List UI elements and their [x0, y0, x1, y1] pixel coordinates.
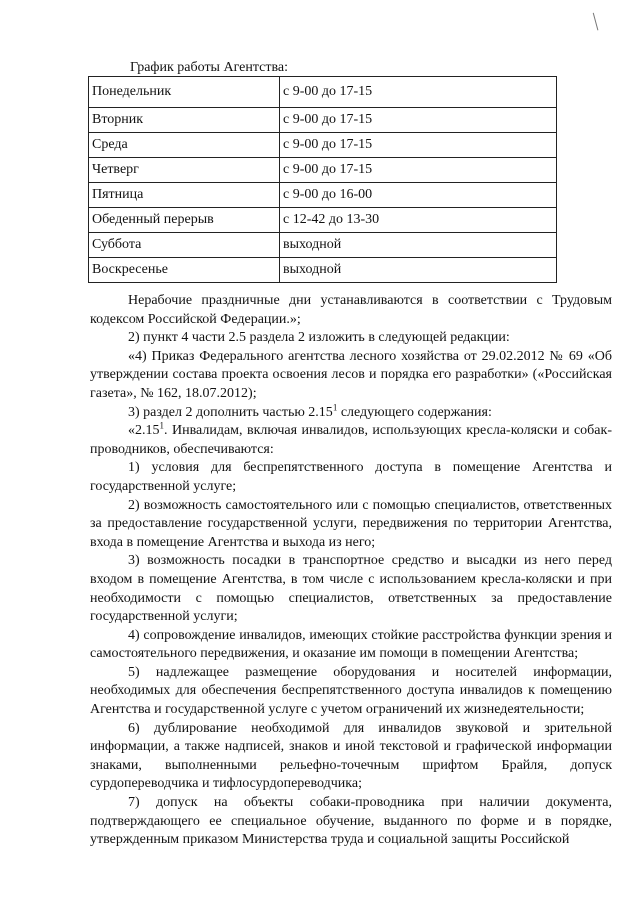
- schedule-day: Обеденный перерыв: [89, 208, 280, 233]
- schedule-day: Пятница: [89, 183, 280, 208]
- superscript: 1: [159, 420, 164, 431]
- paragraph: 3) возможность посадки в транспортное средство и высадки из него перед входом в помещение Агентства, в том числе с использованием кресла-коляски и при необходимости с помощью специалистов, ответственных за предоставление государственной услуги;: [90, 553, 612, 625]
- table-row: [89, 183, 557, 208]
- table-row: [89, 108, 557, 133]
- table-row: [89, 233, 557, 258]
- paragraph: 2) возможность самостоятельного или с помощью специалистов, ответственных за предоставление государственной услуги, передвижения по территории Агентства, входа в помещение Агентства и выхода из него;: [90, 497, 612, 550]
- paragraph: 5) надлежащее размещение оборудования и носителей информации, необходимых для обеспечения беспрепятственного доступа инвалидов к помещению Агентства и государственной услуге с учетом ограничений их жизнедеятельности;: [90, 664, 612, 718]
- table-row: [89, 208, 557, 233]
- paragraph: 7) допуск на объекты собаки-проводника при наличии документа, подтверждающего ее специальное обучение, выданного по форме и в порядке, утвержденным приказом Министерства труда и социальной защиты Российской: [90, 795, 612, 848]
- schedule-day: Четверг: [89, 158, 280, 183]
- schedule-day: Среда: [89, 133, 280, 158]
- schedule-hours: с 9-00 до 17-15: [280, 133, 557, 158]
- schedule-hours: с 9-00 до 17-15: [280, 77, 557, 108]
- schedule-title: График работы Агентства:: [130, 60, 288, 75]
- paragraph: [90, 401, 612, 423]
- schedule-hours: выходной: [280, 258, 557, 283]
- table-row: [89, 133, 557, 158]
- schedule-hours: с 9-00 до 16-00: [280, 183, 557, 208]
- paragraph: Нерабочие праздничные дни устанавливаются в соответствии с Трудовым кодексом Российской Федерации.»;: [90, 293, 612, 327]
- margin-mark: [593, 12, 602, 31]
- schedule-table: [88, 76, 557, 283]
- paragraph: 4) сопровождение инвалидов, имеющих стойкие расстройства функции зрения и самостоятельного передвижения, и оказание им помощи в помещении Агентства;: [90, 627, 612, 662]
- paragraph: «4) Приказ Федерального агентства лесного хозяйства от 29.02.2012 № 69 «Об утверждении состава проекта освоения лесов и порядка его разработки» («Российская газета», № 162, 18.07.2012);: [90, 348, 612, 401]
- paragraph: 1) условия для беспрепятственного доступа в помещение Агентства и государственной услуге;: [90, 460, 612, 494]
- table-row: [89, 258, 557, 283]
- schedule-hours: с 9-00 до 17-15: [280, 108, 557, 133]
- schedule-hours: с 9-00 до 17-15: [280, 158, 557, 183]
- document-body: [90, 292, 612, 850]
- text-run: следующего содержания:: [337, 404, 492, 420]
- text-run: «2.15: [128, 423, 160, 439]
- table-row: [89, 77, 557, 108]
- schedule-day: Вторник: [89, 108, 280, 133]
- superscript: 1: [332, 401, 338, 412]
- table-row: [89, 158, 557, 183]
- schedule-day: Суббота: [89, 233, 280, 258]
- text-run: . Инвалидам, включая инвалидов, использующих кресла-коляски и собак-проводников, обеспечиваются:: [90, 423, 612, 457]
- paragraph: [90, 422, 612, 459]
- text-run: 3) раздел 2 дополнить частью 2.15: [128, 404, 333, 420]
- schedule-hours: с 12-42 до 13-30: [280, 208, 557, 233]
- schedule-hours: выходной: [280, 233, 557, 258]
- schedule-day: Понедельник: [89, 77, 280, 108]
- paragraph: 6) дублирование необходимой для инвалидов звуковой и зрительной информации, а также надписей, знаков и иной текстовой и графической информации знаками, выполненными рельефно-точечным шрифтом Брайля, допуск сурдопереводчика и тифлосурдопереводчика;: [90, 720, 612, 792]
- paragraph: 2) пункт 4 части 2.5 раздела 2 изложить в следующей редакции:: [128, 330, 510, 346]
- schedule-day: Воскресенье: [89, 258, 280, 283]
